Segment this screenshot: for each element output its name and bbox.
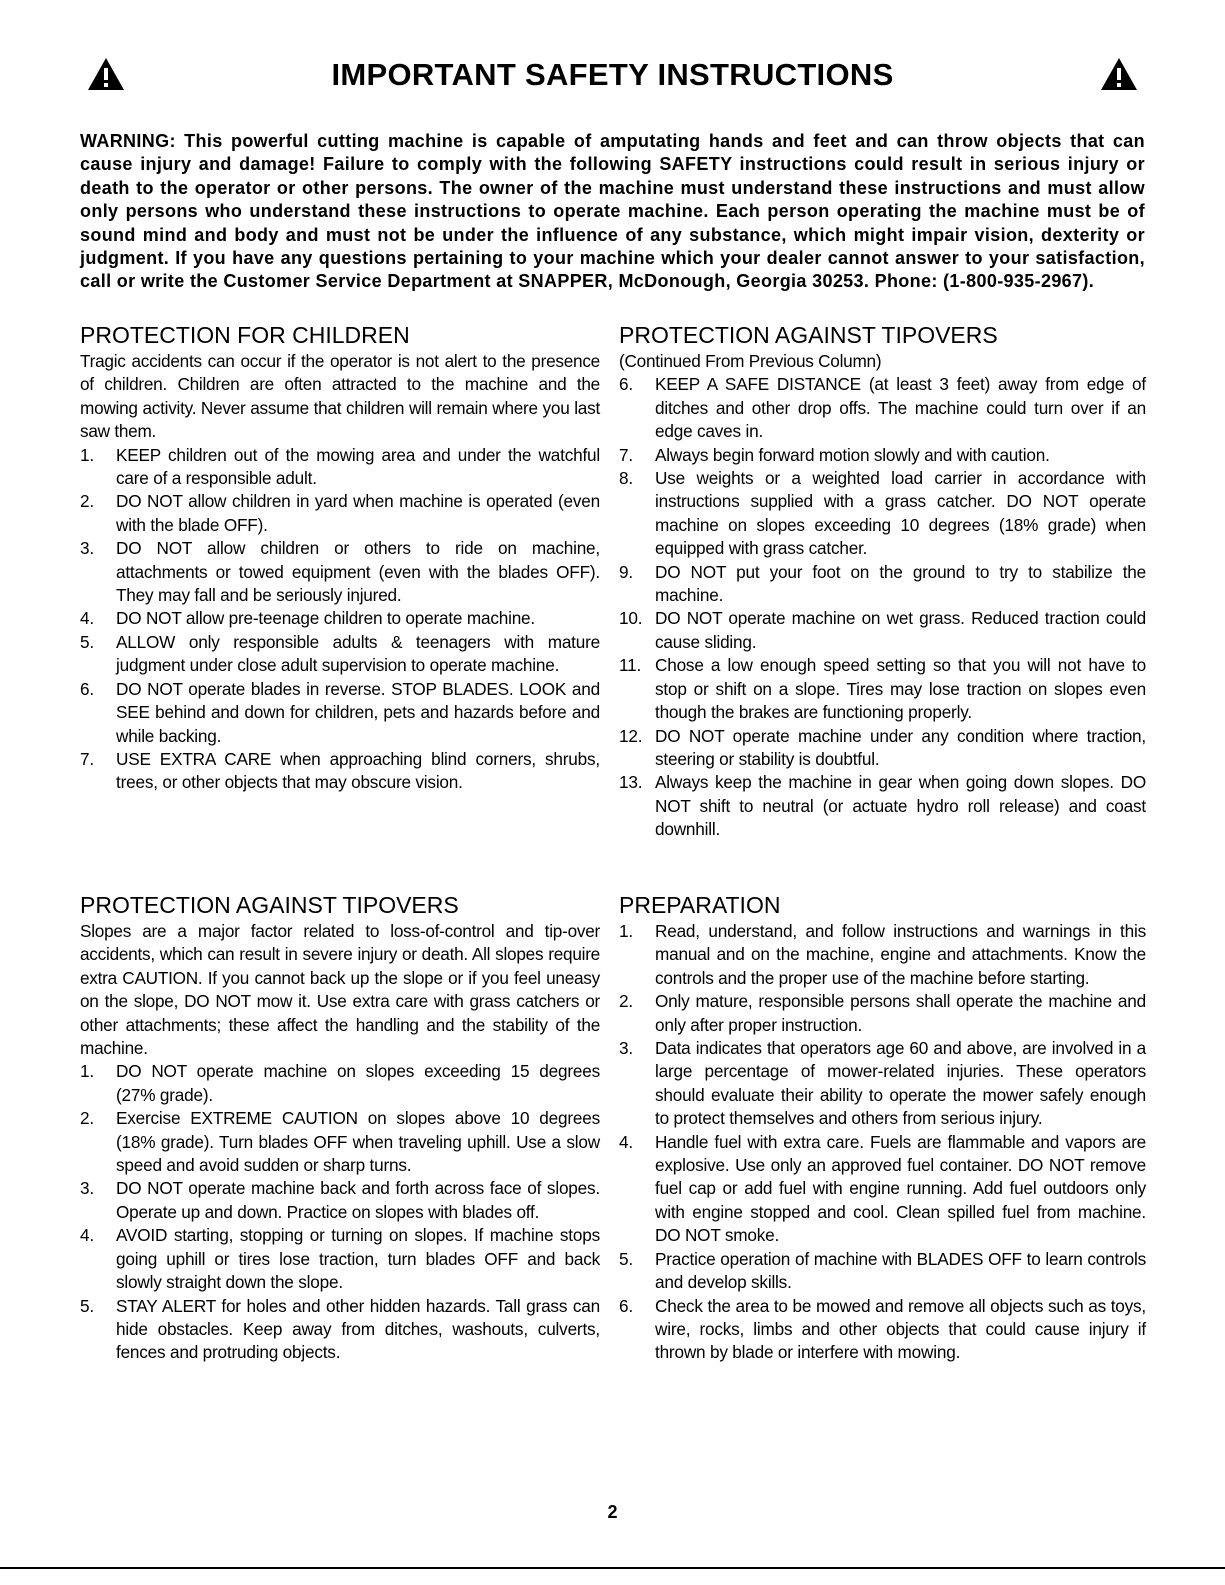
bottom-rule [0,1567,1225,1569]
list-item [80,444,600,491]
section-intro: Slopes are a major factor related to loss-of-control and tip-over accidents, which can result in severe injury or death. All slopes require extra CAUTION. If you cannot back up the slope or if you feel uneasy on the slope, DO NOT mow it. Use extra care with grass catchers or other attachments; these affect the handling and the stability of the machine. [80,921,600,1059]
tipovers-continued-list [619,373,1146,841]
item-number: 3. [80,538,94,559]
list-item [619,1295,1146,1365]
item-text: Always keep the machine in gear when going down slopes. DO NOT shift to neutral (or actuate hydro roll release) and coast downhill. [655,772,1146,840]
item-number: 4. [80,1225,94,1246]
list-item [619,654,1146,724]
item-number: 1. [80,444,94,465]
item-number: 2. [619,991,633,1012]
item-text: DO NOT operate blades in reverse. STOP BLADES. LOOK and SEE behind and down for children, pets and hazards before and while backing. [116,678,600,746]
item-text: Chose a low enough speed setting so that you will not have to stop or shift on a slope. Tires may lose traction on slopes even though the brakes are functioning properly. [655,655,1146,723]
list-item [80,1107,600,1177]
item-number: 2. [80,491,94,512]
list-item [80,678,600,748]
section-title: PROTECTION FOR CHILDREN [80,322,410,348]
warning-triangle-icon [1099,56,1139,92]
item-text: KEEP children out of the mowing area and under the watchful care of a responsible adult. [116,444,600,489]
item-text: DO NOT put your foot on the ground to try to stabilize the machine. [655,561,1146,606]
item-text: USE EXTRA CARE when approaching blind corners, shrubs, trees, or other objects that may obscure vision. [116,748,600,793]
list-item [619,990,1146,1037]
preparation-list [619,920,1146,1365]
item-number: 5. [619,1248,633,1269]
tipovers-list [80,1060,600,1364]
item-text: Data indicates that operators age 60 and above, are involved in a large percentage of mower-related injuries. These operators should evaluate their ability to operate the mower safely enough to protect themselves and others from serious injury. [655,1038,1146,1129]
list-item [80,748,600,795]
item-text: DO NOT operate machine on slopes exceeding 15 degrees (27% grade). [116,1061,600,1105]
item-number: 10. [619,608,643,629]
section-tipovers-continued [619,322,1146,842]
item-number: 3. [80,1178,94,1199]
header [80,52,1145,98]
list-item [619,561,1146,608]
item-text: Always begin forward motion slowly and with caution. [655,444,1050,465]
section-title: PROTECTION AGAINST TIPOVERS [619,322,998,348]
list-item [619,771,1146,841]
item-text: AVOID starting, stopping or turning on slopes. If machine stops going uphill or tires lose traction, turn blades OFF and back slowly straight down the slope. [116,1225,600,1293]
list-item [80,490,600,537]
warning-intro: WARNING: This powerful cutting machine is capable of amputating hands and feet and can throw objects that can cause injury and damage! Failure to comply with the following SAFETY instructions could result in serious injury or death to the operator or other persons. The owner of the machine must understand these instructions and must allow only persons who understand these instructions to operate machine. Each person operating the machine must be of sound mind and body and must not be under the influence of any substance, which might impair vision, dexterity or judgment. If you have any questions pertaining to your machine which your dealer cannot answer to your satisfaction, call or write the Customer Service Department at SNAPPER, McDonough, Georgia 30253. Phone: (1-800-935-2967). [80,131,1145,292]
section-preparation [619,892,1146,1365]
list-item [80,537,600,607]
item-number: 5. [80,631,94,652]
item-text: DO NOT allow children in yard when machine is operated (even with the blade OFF). [116,491,600,535]
list-item [619,1131,1146,1248]
list-item [619,920,1146,990]
item-number: 7. [80,748,94,769]
item-text: Check the area to be mowed and remove all objects such as toys, wire, rocks, limbs and other objects that could cause injury if thrown by blade or interfere with mowing. [655,1295,1146,1363]
item-text: KEEP A SAFE DISTANCE (at least 3 feet) away from edge of ditches and other drop offs. The machine could turn over if an edge caves in. [655,374,1146,442]
list-item [619,1248,1146,1295]
item-number: 8. [619,468,633,489]
item-number: 1. [619,921,633,941]
children-list [80,444,600,795]
item-text: Practice operation of machine with BLADES OFF to learn controls and develop skills. [655,1248,1146,1293]
list-item [619,1037,1146,1131]
item-text: DO NOT allow pre-teenage children to operate machine. [116,608,535,629]
item-text: DO NOT operate machine under any condition where traction, steering or stability is doubtful. [655,725,1146,769]
item-text: Read, understand, and follow instructions and warnings in this manual and on the machine, engine and attachments. Know the controls and the proper use of the machine before starting. [655,921,1146,988]
list-item [80,631,600,678]
section-title: PREPARATION [619,892,781,918]
item-number: 6. [619,1295,633,1316]
item-text: ALLOW only responsible adults & teenagers with mature judgment under close adult supervision to operate machine. [116,631,600,676]
item-number: 11. [619,655,642,676]
item-number: 2. [80,1108,94,1129]
item-text: STAY ALERT for holes and other hidden hazards. Tall grass can hide obstacles. Keep away from ditches, washouts, culverts, fences and protruding objects. [116,1295,600,1363]
item-number: 1. [80,1061,94,1082]
page-title: IMPORTANT SAFETY INSTRUCTIONS [331,57,894,92]
item-number: 4. [80,608,94,629]
list-item [80,607,600,630]
item-number: 12. [619,725,643,746]
section-intro: Tragic accidents can occur if the operator is not alert to the presence of children. Children are often attracted to the machine and the mowing activity. Never assume that children will remain where you last saw them. [80,351,600,442]
item-number: 3. [619,1038,633,1059]
item-text: DO NOT allow children or others to ride on machine, attachments or towed equipment (even with the blades OFF). They may fall and be seriously injured. [116,538,600,606]
item-number: 9. [619,561,633,582]
item-number: 5. [80,1295,94,1316]
item-text: Only mature, responsible persons shall operate the machine and only after proper instruction. [655,991,1146,1035]
item-text: Exercise EXTREME CAUTION on slopes above 10 degrees (18% grade). Turn blades OFF when traveling uphill. Use a slow speed and avoid sudden or sharp turns. [116,1108,600,1176]
page-number: 2 [607,1502,618,1522]
item-number: 6. [619,374,633,395]
section-title: PROTECTION AGAINST TIPOVERS [80,892,459,918]
item-text: DO NOT operate machine back and forth across face of slopes. Operate up and down. Practice on slopes with blades off. [116,1178,600,1222]
item-text: Use weights or a weighted load carrier in accordance with instructions supplied with a grass catcher. DO NOT operate machine on slopes exceeding 10 degrees (18% grade) when equipped with grass catcher. [655,468,1146,559]
item-text: DO NOT operate machine on wet grass. Reduced traction could cause sliding. [655,608,1146,652]
list-item [80,1224,600,1294]
section-children [80,322,600,795]
item-text: Handle fuel with extra care. Fuels are flammable and vapors are explosive. Use only an approved fuel container. DO NOT remove fuel cap or add fuel with engine running. Add fuel outdoors only with engine stopped and cool. Clean spilled fuel from machine. DO NOT smoke. [655,1131,1146,1246]
section-subtitle: (Continued From Previous Column) [619,351,882,371]
item-number: 6. [80,678,94,699]
section-tipovers [80,892,600,1365]
list-item [80,1060,600,1107]
list-item [619,607,1146,654]
list-item [80,1177,600,1224]
list-item [80,1295,600,1365]
list-item [619,444,1146,467]
item-number: 13. [619,772,643,793]
list-item [619,725,1146,772]
list-item [619,373,1146,443]
item-number: 4. [619,1131,633,1152]
item-number: 7. [619,444,633,465]
list-item [619,467,1146,561]
